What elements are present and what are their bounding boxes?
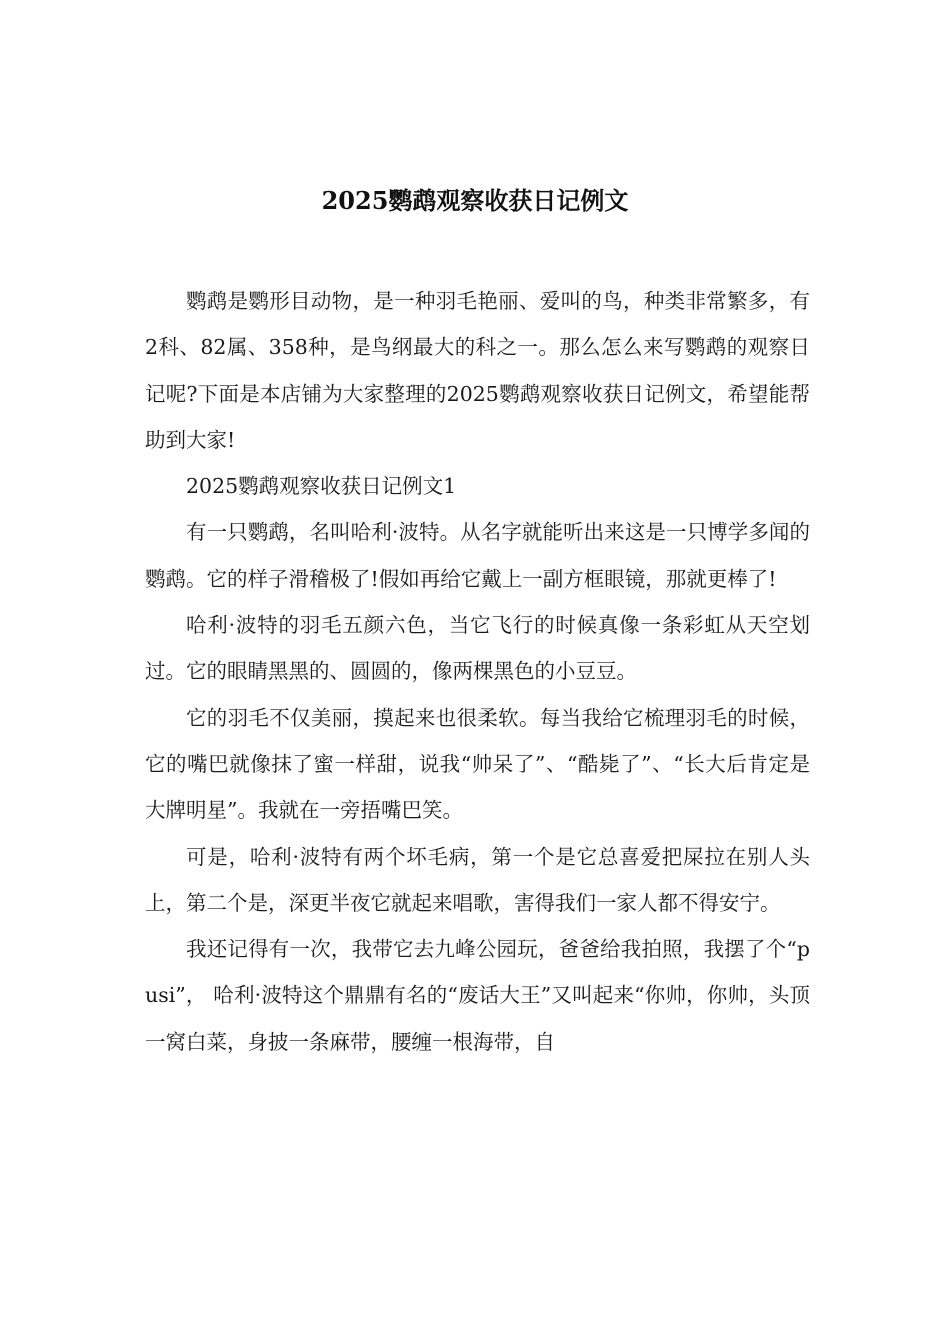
body-paragraph: 可是，哈利·波特有两个坏毛病，第一个是它总喜爱把屎拉在别人头上，第二个是，深更半夜它就起来唱歌，害得我们一家人都不得安宁。: [145, 844, 810, 915]
intro-paragraph: 鹦鹉是鹦形目动物，是一种羽毛艳丽、爱叫的鸟，种类非常繁多，有2科、82属、358种，是鸟纲最大的科之一。那么怎么来写鹦鹉的观察日记呢?下面是本店铺为大家整理的2025鹦鹉观察收获日记例文，希望能帮助到大家!: [145, 289, 810, 452]
body-paragraph: 哈利·波特的羽毛五颜六色，当它飞行的时候真像一条彩虹从天空划过。它的眼睛黑黑的、圆圆的，像两棵黑色的小豆豆。: [145, 613, 810, 684]
body-paragraph: 我还记得有一次，我带它去九峰公园玩，爸爸给我拍照，我摆了个“pusi”， 哈利·波特这个鼎鼎有名的“废话大王”又叫起来“你帅，你帅，头顶一窝白菜，身披一条麻带，腰缠一根海带，自: [145, 937, 810, 1054]
document-body: [145, 278, 810, 1065]
document-title: 2025鹦鹉观察收获日记例文: [321, 186, 629, 215]
body-paragraph: 有一只鹦鹉，名叫哈利·波特。从名字就能听出来这是一只博学多闻的鹦鹉。它的样子滑稽极了!假如再给它戴上一副方框眼镜，那就更棒了!: [145, 520, 810, 591]
body-paragraph: 它的羽毛不仅美丽，摸起来也很柔软。每当我给它梳理羽毛的时候，它的嘴巴就像抹了蜜一样甜，说我“帅呆了”、“酷毙了”、“长大后肯定是大牌明星”。我就在一旁捂嘴巴笑。: [145, 705, 810, 823]
section-heading: 2025鹦鹉观察收获日记例文1: [186, 474, 457, 499]
